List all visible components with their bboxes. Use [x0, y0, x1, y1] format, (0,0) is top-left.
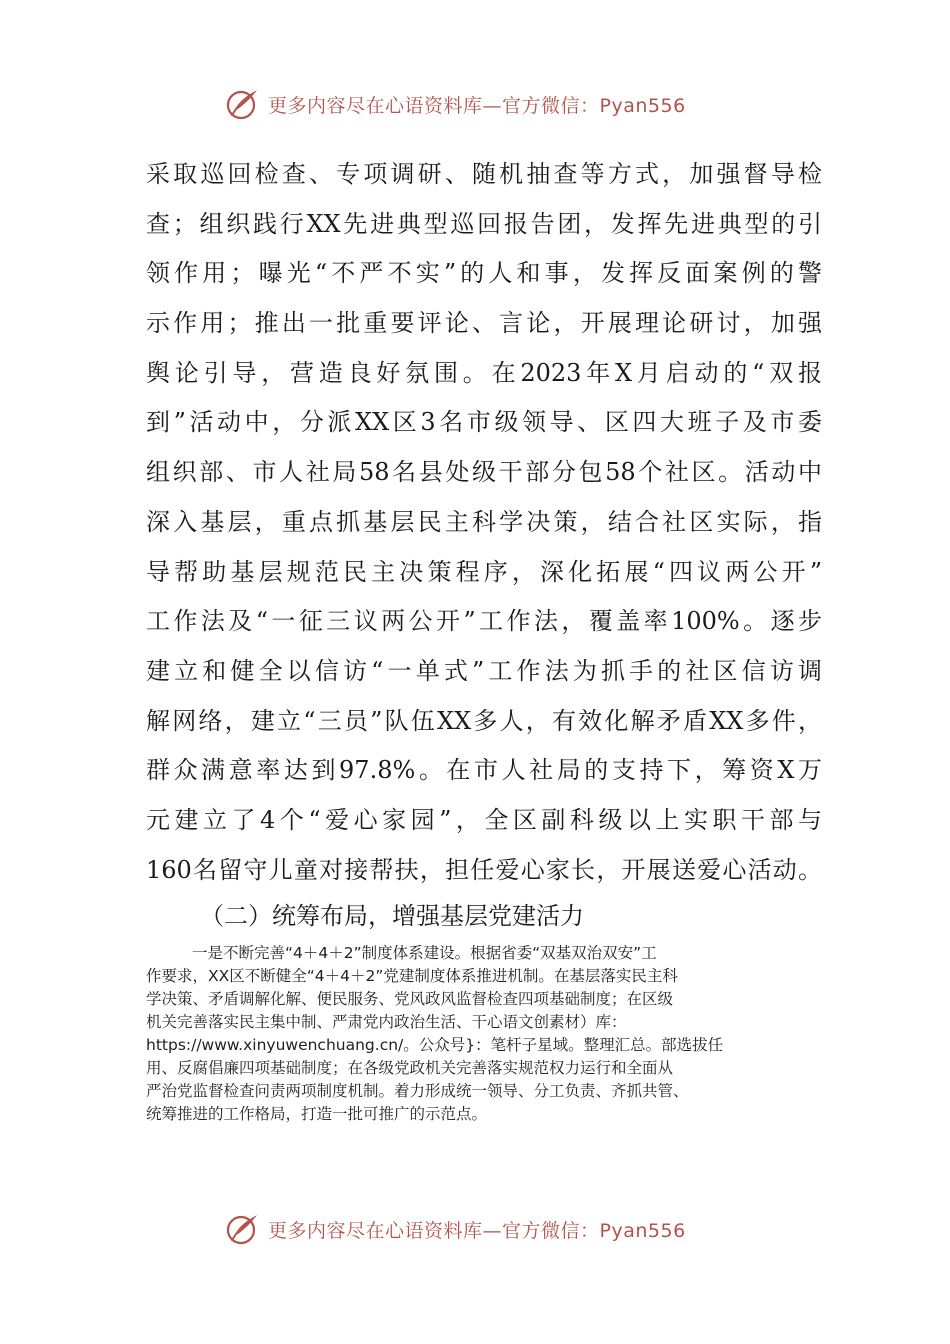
body-line: 160名留守儿童对接帮扶，担任爱心家长，开展送爱心活动。	[146, 855, 822, 884]
body-line: 舆论引导，营造良好氛围。在2023年X月启动的“双报	[146, 358, 822, 387]
body-line: 群众满意率达到97.8%。在市人社局的支持下，筹资X万	[146, 756, 822, 785]
body-line: 深入基层，重点抓基层民主科学决策，结合社区实际，指	[146, 507, 822, 536]
body-line: 示作用；推出一批重要评论、言论，开展理论研讨，加强	[146, 309, 822, 338]
body-line: 建立和健全以信访“一单式”工作法为抓手的社区信访调	[146, 656, 822, 685]
watermark-text: 更多内容尽在心语资料库—官方微信：Pyan556	[268, 1219, 686, 1242]
watermark-text: 更多内容尽在心语资料库—官方微信：Pyan556	[268, 94, 686, 117]
body-line: 组织部、市人社局58名县处级干部分包58个社区。活动中	[146, 458, 822, 487]
watermark-footer	[226, 1211, 746, 1247]
sub-paragraph-line: 严治党监督检查问责两项制度机制。着力形成统一领导、分工负责、齐抓共管、	[146, 1082, 689, 1100]
body-line: 到”活动中，分派XX区3名市级领导、区四大班子及市委	[146, 408, 822, 437]
body-line: 领作用；曝光“不严不实”的人和事，发挥反面案例的警	[146, 259, 822, 288]
sub-paragraph-line: 用、反腐倡廉四项基础制度；在各级党政机关完善落实规范权力运行和全面从	[146, 1059, 674, 1077]
sub-paragraph-line: 一是不断完善“4＋4＋2”制度体系建设。根据省委“双基双治双安”工	[192, 944, 657, 962]
body-line: 工作法及“一征三议两公开”工作法，覆盖率100%。逐步	[146, 607, 822, 636]
sub-paragraph-line: 学决策、矛盾调解化解、便民服务、党风政风监督检查四项基础制度；在区级	[146, 990, 674, 1008]
body-line: 解网络，建立“三员”队伍XX多人，有效化解矛盾XX多件，	[146, 706, 822, 735]
sub-paragraph-line: 机关完善落实民主集中制、严肃党内政治生活、干心语文创素材）库：	[146, 1013, 627, 1031]
body-line: 元建立了4个“爱心家园”，全区副科级以上实职干部与	[146, 805, 822, 834]
section-heading: （二）统筹布局，增强基层党建活力	[200, 902, 584, 930]
body-line: 导帮助基层规范民主决策程序，深化拓展“四议两公开”	[146, 557, 822, 586]
watermark-header	[226, 86, 746, 122]
body-paragraph	[146, 150, 822, 895]
quill-logo-icon	[226, 87, 260, 121]
sub-paragraph-line: https://www.xinyuwenchuang.cn/。公众号}：笔杆子星域。整理汇总。部选拔任	[146, 1036, 724, 1054]
sub-paragraph-line: 作要求，XX区不断健全“4＋4＋2”党建制度体系推进机制。在基层落实民主科	[146, 967, 678, 985]
quill-logo-icon	[226, 1212, 260, 1246]
sub-paragraph	[146, 942, 810, 1126]
sub-paragraph-line: 统筹推进的工作格局，打造一批可推广的示范点。	[146, 1105, 488, 1123]
body-line: 采取巡回检查、专项调研、随机抽查等方式，加强督导检	[146, 160, 822, 188]
body-line: 查；组织践行XX先进典型巡回报告团，发挥先进典型的引	[146, 209, 822, 238]
